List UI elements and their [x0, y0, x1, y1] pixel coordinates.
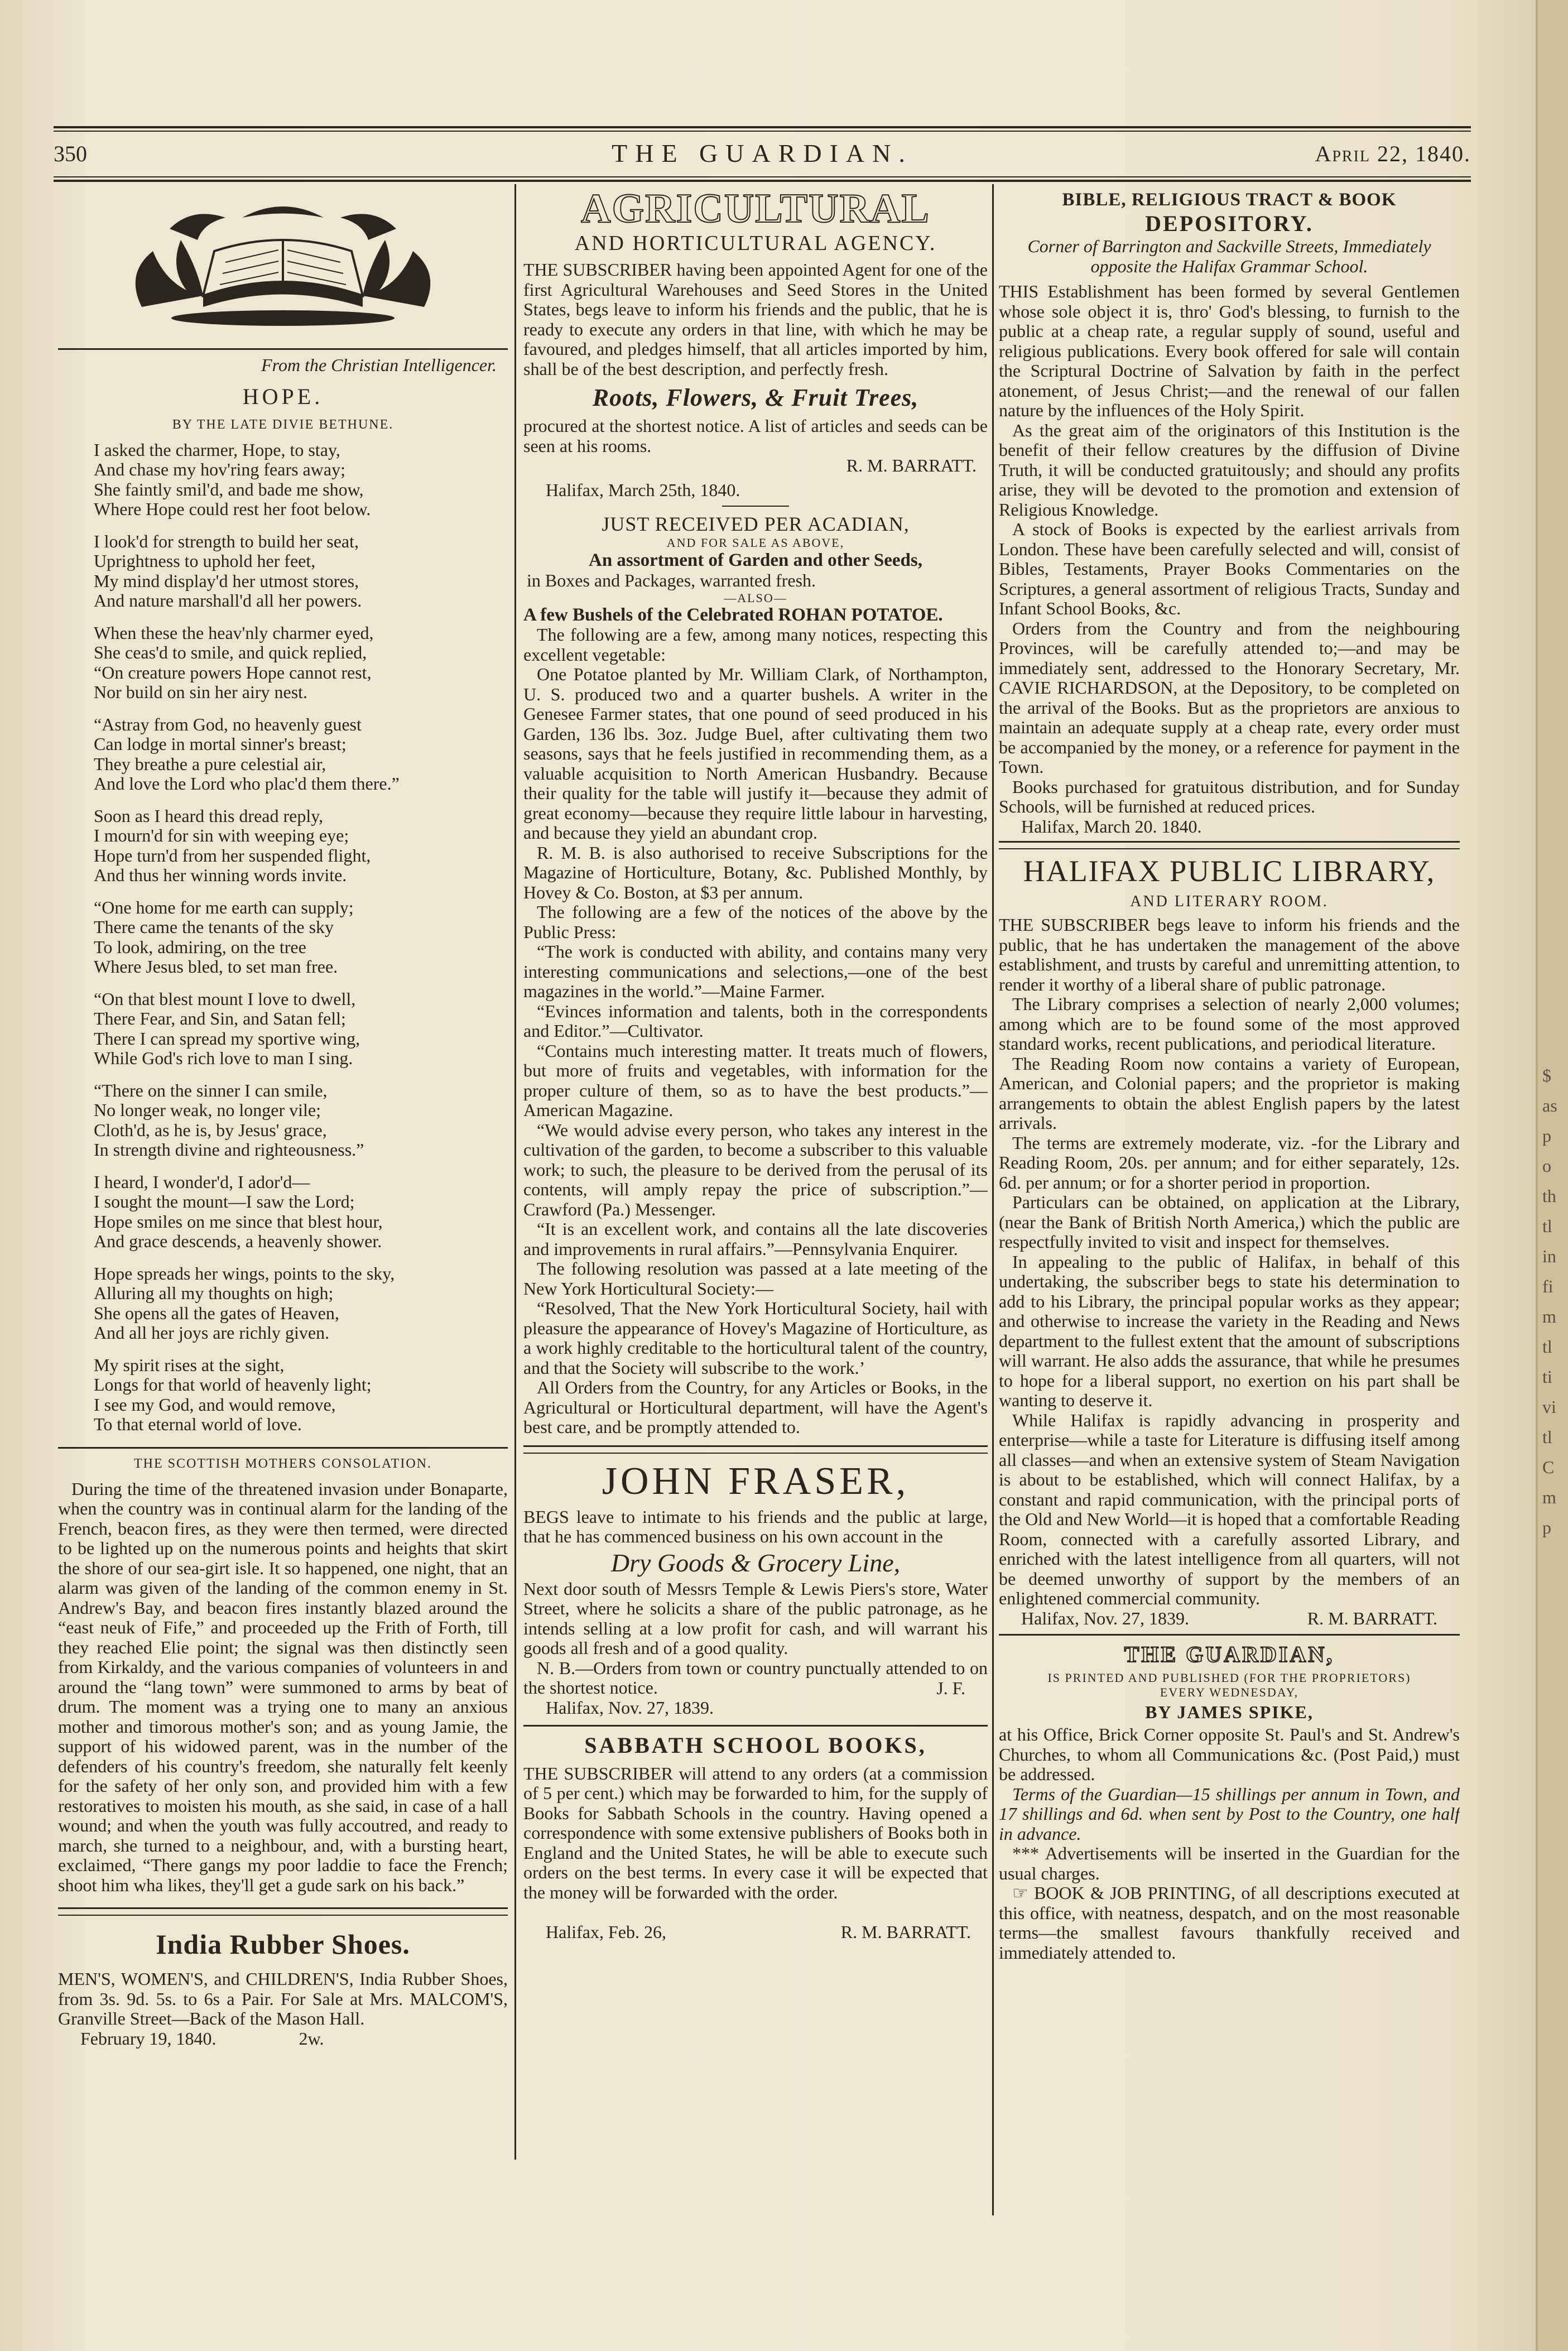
poem-line: There Fear, and Sin, and Satan fell;	[94, 1008, 346, 1028]
ad-rubber-shoes	[58, 1969, 508, 2029]
poem-author: BY THE LATE DIVIE BETHUNE.	[172, 417, 394, 432]
paragraph: The Reading Room now contains a variety of European, American, and Colonial papers; and the proprietor is making arrangements to obtain the ablest English papers by the latest arrivals.	[999, 1053, 1460, 1133]
poem-line: Hope spreads her wings, points to the sky,	[94, 1263, 395, 1283]
adjacent-page-edge	[1536, 0, 1568, 2351]
poem-line: And love the Lord who plac'd them there.”	[94, 773, 400, 794]
book-garland-ornament-icon	[58, 184, 508, 346]
edge-fragment: p	[1542, 1517, 1551, 1537]
poem-stanza	[94, 806, 508, 886]
poem-stanza	[94, 1355, 508, 1435]
edge-fragment: m	[1542, 1487, 1556, 1507]
poem-line: She ceas'd to smile, and quick replied,	[94, 642, 367, 662]
rule-thin	[58, 1915, 508, 1916]
paragraph: at his Office, Brick Corner opposite St. Paul's and St. Andrew's Churches, to whom all Communications &c. (Post Paid,) must be addressed.	[999, 1724, 1460, 1784]
ad-subtitle: Corner of Barrington and Sackville Streets, Immediately opposite the Halifax Grammar School.	[1027, 236, 1431, 276]
paragraph: BEGS leave to intimate to his friends and the public at large, that he has commenced business on his own account in the	[523, 1506, 988, 1546]
paragraph: “The work is conducted with ability, and contains many very interesting communications and selections,—one of the best magazines in the world.”—Maine Farmer.	[523, 941, 988, 1001]
edge-fragment: vi	[1542, 1397, 1556, 1417]
article-body	[58, 1479, 508, 1896]
ad-date: Halifax, March 25th, 1840.	[546, 479, 740, 500]
paragraph: “It is an excellent work, and contains all the late discoveries and improvements in rural affairs.”—Pennsylvania Enquirer.	[523, 1219, 988, 1259]
poem-stanza	[94, 1081, 508, 1160]
column-2	[523, 184, 988, 2238]
edge-fragment: ti	[1542, 1367, 1552, 1387]
ad-heading-potatoe: A few Bushels of the Celebrated ROHAN POTATOE.	[523, 604, 943, 625]
poem-line: She opens all the gates of Heaven,	[94, 1302, 339, 1323]
ad-title-acadian: JUST RECEIVED PER ACADIAN,	[602, 513, 910, 535]
masthead-rule-top	[54, 126, 1471, 128]
poem-line: Longs for that world of heavenly light;	[94, 1374, 372, 1395]
paragraph: The Library comprises a selection of nearly 2,000 volumes; among which are to be found some of the most approved standard works, recent publications, and periodical literature.	[999, 994, 1460, 1054]
edge-fragment: $	[1542, 1065, 1551, 1085]
ad-heading-roots: Roots, Flowers, & Fruit Trees,	[592, 384, 919, 411]
column-rule-2	[992, 184, 994, 2215]
ad-title-sabbath-books: SABBATH SCHOOL BOOKS,	[584, 1732, 927, 1758]
rule-thin	[523, 1453, 988, 1454]
poem-line: And chase my hov'ring fears away;	[94, 459, 345, 479]
poem-line: I see my God, and would remove,	[94, 1394, 336, 1415]
ad-footer	[58, 2029, 508, 2049]
poem-stanza	[94, 898, 508, 977]
paragraph: “We would advise every person, who takes any interest in the cultivation of the garden, to become a subscriber to this valuable work; to such, the pleasure to be derived from the perusal of its contents, will amply repay the price of subscription.”—Crawford (Pa.) Messenger.	[523, 1119, 988, 1219]
paragraph: Particulars can be obtained, on application at the Library, (near the Bank of British North America,) which the public are respectfully invited to visit and inspect for themselves.	[999, 1192, 1460, 1252]
poem-line: To that eternal world of love.	[94, 1414, 302, 1434]
pointing-hand-icon: ☞	[1012, 1883, 1028, 1903]
poem-stanza	[94, 1172, 508, 1252]
poem-line: I sought the mount—I saw the Lord;	[94, 1191, 355, 1211]
newspaper-title: THE GUARDIAN.	[612, 139, 913, 167]
paragraph: In appealing to the public of Halifax, in behalf of this undertaking, the subscriber begs to state his determination to add to his Library, the principal popular works as they appear; and otherwise to increase the variety in the Reading and News department to the fullest extent that the amount of subscriptions will warrant. He also adds the assurance, that while he presumes to hope for a liberal support, no exertion on his part shall be wanting to deserve it.	[999, 1251, 1460, 1410]
poem-stanza	[94, 532, 508, 611]
ad-sub: AND FOR SALE AS ABOVE,	[666, 536, 845, 550]
rule	[58, 1907, 508, 1909]
paragraph: Terms of the Guardian—15 shillings per annum in Town, and 17 shillings and 6d. when sent by Post to the Country, one half in advance.	[999, 1783, 1460, 1844]
ad-acadian-body	[523, 625, 988, 1437]
edge-fragment: tl	[1542, 1216, 1552, 1236]
poem-line: To look, admiring, on the tree	[94, 936, 306, 957]
poem-line: Soon as I heard this dread reply,	[94, 805, 324, 826]
edge-fragment: C	[1542, 1457, 1555, 1477]
poem-line: There I can spread my sportive wing,	[94, 1028, 360, 1049]
paragraph: THE SUBSCRIBER will attend to any orders (at a commission of 5 per cent.) which may be forwarded to him, for the supply of Books for Sabbath Schools in the country. Having opened a correspondence with some extensive publishers of Books both in England and the United States, he will be able to execute such orders on the best terms. In every case it will be expected that the money will be forwarded with the order.	[523, 1763, 988, 1902]
poem-line: Can lodge in mortal sinner's breast;	[94, 734, 347, 754]
edge-fragment: o	[1542, 1156, 1551, 1176]
paragraph: The following are a few, among many notices, respecting this excellent vegetable:	[523, 624, 988, 665]
ad-title-bible-depository: BIBLE, RELIGIOUS TRACT & BOOK	[1062, 190, 1397, 210]
ad-date: Halifax, Nov. 27, 1839.	[1021, 1608, 1189, 1628]
poem-line: And thus her winning words invite.	[94, 865, 347, 885]
poem-line: I look'd for strength to build her seat,	[94, 531, 359, 551]
ad-body: procured at the shortest notice. A list of articles and seeds can be seen at his rooms.	[523, 416, 988, 456]
column-rule-1	[514, 184, 516, 2160]
poem-line: Uprightness to uphold her feet,	[94, 551, 316, 571]
poem-stanza	[94, 623, 508, 703]
paragraph: The terms are extremely moderate, viz. -for the Library and Reading Room, 20s. per annum; and for either separately, 12s. 6d. per annum; or for a shorter period in proportion.	[999, 1132, 1460, 1193]
edge-fragment: th	[1542, 1186, 1556, 1206]
paragraph: The following are a few of the notices of the above by the Public Press:	[523, 902, 988, 942]
ad-agricultural	[523, 260, 988, 379]
masthead	[54, 138, 1471, 172]
issue-date: April 22, 1840.	[1315, 141, 1471, 166]
poem-hope	[58, 440, 508, 1435]
poem-line: I asked the charmer, Hope, to stay,	[94, 439, 340, 460]
ad-subtitle: AND HORTICULTURAL AGENCY.	[574, 232, 937, 255]
poem-line: “There on the sinner I can smile,	[94, 1080, 328, 1100]
poem-line: Hope smiles on me since that blest hour,	[94, 1211, 383, 1232]
column-1	[58, 184, 508, 2238]
poem-line: “On creature powers Hope cannot rest,	[94, 662, 372, 682]
paragraph: The following resolution was passed at a late meeting of the New York Horticultural Society:—	[523, 1258, 988, 1299]
imprint-body	[999, 1725, 1460, 1963]
ad-fraser	[523, 1507, 988, 1718]
ad-library	[999, 915, 1460, 1628]
ad-signature: R. M. BARRATT.	[1307, 1608, 1437, 1628]
ad-run-code: 2w.	[299, 2028, 324, 2049]
poem-line: Alluring all my thoughts on high;	[94, 1283, 334, 1303]
rule	[999, 1634, 1460, 1636]
poem-line: Nor build on sin her airy nest.	[94, 682, 308, 702]
paragraph: THE SUBSCRIBER begs leave to inform his friends and the public, that he has undertaken the management of the above establishment, and trusts by careful and unremitting attention, to render it worthy of a liberal share of public patronage.	[999, 915, 1460, 994]
article-paragraph: During the time of the threatened invasion under Bonaparte, when the country was in continual alarm for the landing of the French, beacon fires, as they were then termed, were directed to be lighted up on the numerous points and heights that skirt the shore of our sea-girt isle. It so happened, one night, that an alarm was given of the landing of the common enemy in St. Andrew's Bay, and beacon fires instantly blazed around the “east neuk of Fife,” and proceeded up the Frith of Forth, till they reached Elie point; the signal was then distinctly seen from Kirkaldy, and the various companies of volunteers in and around the “lang town” were summoned to arms by beat of drum. The moment was a trying one to many an anxious mother and timorous mother's son; and as young Jamie, the support of his widowed parent, was in the number of the defenders of his country's freedom, she naturally felt keenly for the safety of her only son, and provided him with a few restoratives to moisten his mouth, as she said, in case of a hall wound; and when the youth was fully accoutred, and ready to march, she turned to a neighbour, and, with a bursting heart, exclaimed, “There gangs my poor laddie to face the French; shoot him wha likes, they'll get a gude sark on his back.”	[58, 1478, 508, 1895]
ad-signature: R. M. BARRATT.	[840, 1922, 971, 1942]
rule	[523, 1445, 988, 1447]
paragraph: Next door south of Messrs Temple & Lewis Piers's store, Water Street, where he solicits a share of the public patronage, as he intends selling at a low profit for cash, and will warrant his goods all fresh and of a good quality.	[523, 1578, 988, 1658]
edge-fragment: in	[1542, 1246, 1556, 1266]
edge-fragment: as	[1542, 1095, 1557, 1116]
poem-line: Cloth'd, as he is, by Jesus' grace,	[94, 1119, 327, 1140]
ad-title-john-fraser: JOHN FRASER,	[602, 1459, 910, 1503]
poem-line: And grace descends, a heavenly shower.	[94, 1231, 382, 1251]
ad-body: MEN'S, WOMEN'S, and CHILDREN'S, India Rubber Shoes, from 3s. 9d. 5s. to 6s a Pair. For Sale at Mrs. MALCOM'S, Granville Street—Back of the Mason Hall.	[58, 1969, 508, 2028]
ad-line: An assortment of Garden and other Seeds,	[589, 550, 922, 570]
imprint-line: EVERY WEDNESDAY,	[1160, 1685, 1299, 1699]
poem-line: She faintly smil'd, and bade me show,	[94, 479, 364, 499]
ad-body: THE SUBSCRIBER having been appointed Agent for one of the first Agricultural Warehouses and Seed Stores in the United States, begs leave to inform his friends and the public, that he is ready to execute any orders in that line, with which he may be favoured, and pledges himself, that all articles imported by him, shall be of the best description, and perfectly fresh.	[523, 259, 988, 379]
poem-line: There came the tenants of the sky	[94, 917, 334, 937]
imprint-printer: BY JAMES SPIKE,	[1145, 1702, 1314, 1722]
edge-fragment: tl	[1542, 1336, 1552, 1357]
paragraph: All Orders from the Country, for any Articles or Books, in the Agricultural or Horticultural department, will have the Agent's best care, and be promptly attended to.	[523, 1377, 988, 1437]
masthead-rule-top-thin	[54, 131, 1471, 132]
ad-bible	[999, 282, 1460, 836]
paragraph: R. M. B. is also authorised to receive Subscriptions for the Magazine of Horticulture, Botany, &c. Published Monthly, by Hovey & Co. Boston, at $3 per annum.	[523, 842, 988, 902]
paragraph: *** Advertisements will be inserted in the Guardian for the usual charges.	[999, 1843, 1460, 1883]
paragraph: One Potatoe planted by Mr. William Clark, of Northampton, U. S. produced two and a quarter bushels. A writer in the Genesee Farmer states, that one pound of seed produced in his Garden, 136 lbs. 3oz. Judge Buel, after cultivating them two seasons, says that he feels justified in recommending them, as a valuable acquisition to North American Husbandry. Because their quality for the table will justify it—because they admit of great economy—because they require little labour in harvesting, and because they yield an abundant crop.	[523, 664, 988, 843]
masthead-rule-bottom-thin	[54, 176, 1471, 177]
poem-line: When these the heav'nly charmer eyed,	[94, 622, 374, 643]
page-number: 350	[54, 141, 87, 166]
paragraph: As the great aim of the originators of this Institution is the benefit of their fellow creatures by the diffusion of Divine Truth, it will be conducted gratuitously; and should any profits arise, they will be devoted to the promotion and extension of Religious Knowledge.	[999, 420, 1460, 520]
ad-signature: R. M. BARRATT.	[846, 455, 977, 475]
paragraph: “Contains much interesting matter. It treats much of flowers, but more of fruits and vegetables, with information for the proper culture of them, so as to have the best products.”—American Magazine.	[523, 1040, 988, 1120]
poem-line: Where Jesus bled, to set man free.	[94, 956, 338, 977]
poem-line: “One home for me earth can supply;	[94, 897, 354, 917]
paragraph: A stock of Books is expected by the earliest arrivals from London. These have been carefully selected and will, consist of Bibles, Testaments, Prayer Books Commentaries on the Scriptures, a general assortment of religious Tracts, Sunday and Infant School Books, &c.	[999, 519, 1460, 618]
poem-line: No longer weak, no longer vile;	[94, 1100, 321, 1120]
edge-fragment: p	[1542, 1126, 1551, 1146]
rule	[58, 348, 508, 350]
paragraph: N. B.—Orders from town or country punctually attended to on the shortest notice.	[523, 1657, 988, 1698]
paragraph: “Evinces information and talents, both in the correspondents and Editor.”—Cultivator.	[523, 1001, 988, 1041]
ad-sabbath	[523, 1764, 988, 1943]
ad-date: Halifax, Nov. 27, 1839.	[546, 1698, 714, 1718]
poem-line: And nature marshall'd all her powers.	[94, 590, 362, 610]
ad-initials: J. F.	[936, 1677, 965, 1698]
paragraph: THIS Establishment has been formed by several Gentlemen whose sole object it is, thro' God's blessing, to furnish to the public at a cheap rate, a regular supply of sound, useful and religious publications. Every book offered for sale will contain the Scriptural Doctrine of Salvation by faith in the perfect atonement, of Jesus Christ;—and the renewal of our fallen nature by the influences of the Holy Spirit.	[999, 281, 1460, 420]
ad-date: February 19, 1840.	[80, 2028, 217, 2049]
poem-line: They breathe a pure celestial air,	[94, 753, 326, 774]
paragraph-with-pointer	[999, 1883, 1460, 1963]
ad-title-rubber-shoes: India Rubber Shoes.	[156, 1929, 410, 1960]
rule	[523, 1725, 988, 1727]
article-title: THE SCOTTISH MOTHERS CONSOLATION.	[133, 1456, 432, 1471]
poem-line: While God's rich love to man I sing.	[94, 1048, 353, 1068]
poem-line: Where Hope could rest her foot below.	[94, 499, 371, 519]
paragraph-text: BOOK & JOB PRINTING, of all descriptions executed at this office, with neatness, despatch, and on the most reasonable terms—the smallest favours thankfully received and immediately attended to.	[999, 1883, 1460, 1963]
poem-line: In strength divine and righteousness.”	[94, 1140, 364, 1160]
poem-stanza	[94, 715, 508, 794]
imprint-line: IS PRINTED AND PUBLISHED (FOR THE PROPRIETORS)	[1047, 1671, 1411, 1685]
poem-line: My mind display'd her utmost stores,	[94, 570, 359, 591]
masthead-rule-bottom	[54, 180, 1471, 182]
paragraph: “Resolved, That the New York Horticultural Society, hail with pleasure the appearance of Hovey's Magazine of Horticulture, as a work highly creditable to the horticultural talent of the country, and that the Society will subscribe to the work.’	[523, 1298, 988, 1378]
edge-fragment: tl	[1542, 1427, 1552, 1447]
rule	[999, 841, 1460, 843]
poem-stanza	[94, 1264, 508, 1343]
edge-fragment: m	[1542, 1306, 1556, 1326]
poem-stanza	[94, 989, 508, 1069]
poem-line: “On that blest mount I love to dwell,	[94, 988, 356, 1009]
ad-heading-dry-goods: Dry Goods & Grocery Line,	[610, 1548, 901, 1577]
ad-title-depository: DEPOSITORY.	[1145, 211, 1314, 236]
ad-subtitle: AND LITERARY ROOM.	[1130, 893, 1329, 910]
poem-line: And all her joys are richly given.	[94, 1323, 330, 1343]
poem-source: From the Christian Intelligencer.	[261, 355, 497, 375]
ad-line: in Boxes and Packages, warranted fresh.	[527, 570, 816, 590]
column-3	[999, 184, 1460, 2238]
poem-stanza	[94, 440, 508, 520]
poem-title: HOPE.	[242, 383, 324, 409]
rule	[58, 1447, 508, 1449]
short-rule	[722, 506, 789, 507]
poem-line: My spirit rises at the sight,	[94, 1354, 285, 1375]
ad-also: —ALSO—	[724, 590, 787, 605]
paragraph: While Halifax is rapidly advancing in prosperity and enterprise—while a taste for Literature is diffusing itself among all classes—and when an extensive system of Steam Navigation is about to be established, which will connect Halifax, by a constant and rapid communication, with the principal ports of the Old and New World—it is hoped that a comfortable Reading Room, connected with a carefully assorted Library, and enriched with the latest intelligence from all quarters, will not be deemed unworthy of support by the members of an enlightened commercial community.	[999, 1410, 1460, 1608]
paragraph: Orders from the Country and from the neighbouring Provinces, will be carefully attended to;—and may be immediately sent, addressed to the Honorary Secretary, Mr. CAVIE RICHARDSON, at the Depository, to be completed on the arrival of the Books. But as the proprietors are anxious to maintain an adequate supply at a cheap rate, every order must be accompanied by the money, or a reference for payment in the Town.	[999, 618, 1460, 777]
ad-date: Halifax, March 20. 1840.	[1021, 816, 1202, 836]
edge-fragment: fi	[1542, 1276, 1553, 1296]
ad-agricultural-2	[523, 416, 988, 500]
ad-date: Halifax, Feb. 26,	[546, 1922, 666, 1942]
rule-thin	[999, 848, 1460, 849]
poem-line: I heard, I wonder'd, I ador'd—	[94, 1171, 310, 1192]
ad-title-public-library: HALIFAX PUBLIC LIBRARY,	[1023, 854, 1436, 888]
ad-title-agricultural: AGRICULTURAL	[581, 186, 930, 232]
imprint-title: THE GUARDIAN,	[1124, 1642, 1335, 1667]
poem-line: “Astray from God, no heavenly guest	[94, 714, 362, 734]
poem-line: I mourn'd for sin with weeping eye;	[94, 825, 349, 845]
poem-line: Hope turn'd from her suspended flight,	[94, 845, 371, 866]
paragraph: Books purchased for gratuitous distribution, and for Sunday Schools, will be furnished at reduced prices.	[999, 776, 1460, 816]
